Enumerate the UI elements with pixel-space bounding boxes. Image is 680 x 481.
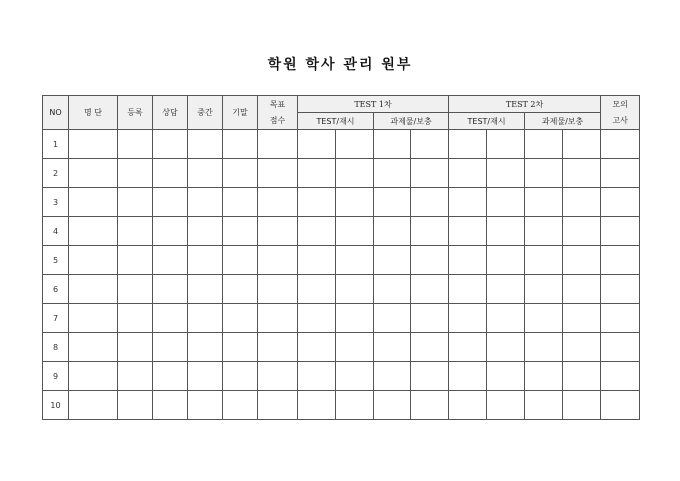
table-cell[interactable] <box>258 275 298 304</box>
header-registration: 등록 <box>118 96 153 130</box>
row-number: 6 <box>43 275 69 304</box>
table-cell[interactable] <box>118 217 153 246</box>
row-number: 9 <box>43 362 69 391</box>
table-cell[interactable] <box>563 333 601 362</box>
table-cell[interactable] <box>411 159 449 188</box>
header-test2: TEST 2차 <box>449 96 601 113</box>
table-cell[interactable] <box>449 188 487 217</box>
table-cell[interactable] <box>563 159 601 188</box>
table-cell[interactable] <box>118 130 153 159</box>
header-target-score: 목표 점수 <box>258 96 298 130</box>
table-cell[interactable] <box>563 130 601 159</box>
table-cell[interactable] <box>374 217 411 246</box>
table-cell[interactable] <box>525 304 563 333</box>
table-cell[interactable] <box>153 304 188 333</box>
table-cell[interactable] <box>118 246 153 275</box>
table-cell[interactable] <box>336 333 374 362</box>
table-cell[interactable] <box>601 362 640 391</box>
table-cell[interactable] <box>411 246 449 275</box>
table-cell[interactable] <box>525 333 563 362</box>
table-row <box>43 333 640 362</box>
table-cell[interactable] <box>298 188 336 217</box>
table-cell[interactable] <box>601 333 640 362</box>
table-cell[interactable] <box>298 217 336 246</box>
table-cell[interactable] <box>69 246 118 275</box>
table-cell[interactable] <box>153 188 188 217</box>
table-cell[interactable] <box>153 391 188 420</box>
table-cell[interactable] <box>374 391 411 420</box>
table-cell[interactable] <box>188 275 223 304</box>
table-row <box>43 246 640 275</box>
table-cell[interactable] <box>449 391 487 420</box>
row-number: 3 <box>43 188 69 217</box>
table-cell[interactable] <box>449 333 487 362</box>
table-cell[interactable] <box>223 362 258 391</box>
table-cell[interactable] <box>69 391 118 420</box>
row-number: 1 <box>43 130 69 159</box>
table-cell[interactable] <box>563 362 601 391</box>
table-cell[interactable] <box>374 130 411 159</box>
table-cell[interactable] <box>601 217 640 246</box>
table-cell[interactable] <box>223 275 258 304</box>
table-cell[interactable] <box>563 246 601 275</box>
table-cell[interactable] <box>118 188 153 217</box>
table-cell[interactable] <box>336 130 374 159</box>
table-cell[interactable] <box>298 159 336 188</box>
table-cell[interactable] <box>449 275 487 304</box>
table-cell[interactable] <box>487 159 525 188</box>
header-no: NO <box>43 96 69 130</box>
table-cell[interactable] <box>336 217 374 246</box>
row-number: 10 <box>43 391 69 420</box>
table-cell[interactable] <box>69 130 118 159</box>
table-cell[interactable] <box>449 246 487 275</box>
row-number: 2 <box>43 159 69 188</box>
table-cell[interactable] <box>336 391 374 420</box>
academic-ledger-table <box>42 95 640 420</box>
table-cell[interactable] <box>188 246 223 275</box>
header-test2-retest: TEST/재시 <box>449 113 525 130</box>
table-cell[interactable] <box>525 217 563 246</box>
table-cell[interactable] <box>298 246 336 275</box>
header-test1-assignment: 과제물/보충 <box>374 113 449 130</box>
table-cell[interactable] <box>118 275 153 304</box>
table-row <box>43 188 640 217</box>
table-cell[interactable] <box>336 275 374 304</box>
table-cell[interactable] <box>374 333 411 362</box>
table-cell[interactable] <box>153 246 188 275</box>
table-cell[interactable] <box>411 275 449 304</box>
table-cell[interactable] <box>374 159 411 188</box>
table-cell[interactable] <box>223 217 258 246</box>
table-cell[interactable] <box>336 304 374 333</box>
table-cell[interactable] <box>223 333 258 362</box>
table-cell[interactable] <box>487 333 525 362</box>
table-cell[interactable] <box>336 362 374 391</box>
table-cell[interactable] <box>153 217 188 246</box>
table-cell[interactable] <box>118 333 153 362</box>
table-cell[interactable] <box>374 188 411 217</box>
table-cell[interactable] <box>258 391 298 420</box>
table-cell[interactable] <box>601 130 640 159</box>
table-cell[interactable] <box>258 217 298 246</box>
table-cell[interactable] <box>601 275 640 304</box>
table-cell[interactable] <box>69 217 118 246</box>
table-cell[interactable] <box>298 275 336 304</box>
table-cell[interactable] <box>69 275 118 304</box>
row-number: 7 <box>43 304 69 333</box>
table-cell[interactable] <box>69 304 118 333</box>
table-cell[interactable] <box>487 130 525 159</box>
table-cell[interactable] <box>188 217 223 246</box>
table-cell[interactable] <box>525 362 563 391</box>
table-cell[interactable] <box>411 130 449 159</box>
table-cell[interactable] <box>487 304 525 333</box>
table-cell[interactable] <box>223 159 258 188</box>
table-cell[interactable] <box>118 304 153 333</box>
table-cell[interactable] <box>411 333 449 362</box>
table-cell[interactable] <box>153 362 188 391</box>
table-row <box>43 159 640 188</box>
table-cell[interactable] <box>188 130 223 159</box>
table-cell[interactable] <box>258 130 298 159</box>
table-row <box>43 217 640 246</box>
table-cell[interactable] <box>153 275 188 304</box>
table-cell[interactable] <box>411 217 449 246</box>
table-cell[interactable] <box>153 130 188 159</box>
table-cell[interactable] <box>298 130 336 159</box>
table-cell[interactable] <box>118 159 153 188</box>
table-cell[interactable] <box>487 391 525 420</box>
table-cell[interactable] <box>298 333 336 362</box>
table-cell[interactable] <box>449 362 487 391</box>
header-counseling: 상담 <box>153 96 188 130</box>
table-cell[interactable] <box>298 362 336 391</box>
table-cell[interactable] <box>69 188 118 217</box>
table-cell[interactable] <box>153 333 188 362</box>
table-cell[interactable] <box>449 159 487 188</box>
table-row <box>43 391 640 420</box>
header-test1: TEST 1차 <box>298 96 449 113</box>
table-cell[interactable] <box>601 188 640 217</box>
table-cell[interactable] <box>336 246 374 275</box>
table-cell[interactable] <box>525 275 563 304</box>
table-cell[interactable] <box>188 362 223 391</box>
table-cell[interactable] <box>374 275 411 304</box>
table-cell[interactable] <box>258 246 298 275</box>
table-cell[interactable] <box>449 130 487 159</box>
table-cell[interactable] <box>69 333 118 362</box>
table-cell[interactable] <box>487 188 525 217</box>
table-cell[interactable] <box>601 246 640 275</box>
table-cell[interactable] <box>563 188 601 217</box>
row-number: 5 <box>43 246 69 275</box>
table-cell[interactable] <box>374 304 411 333</box>
table-row <box>43 130 640 159</box>
table-cell[interactable] <box>188 188 223 217</box>
table-cell[interactable] <box>525 391 563 420</box>
table-cell[interactable] <box>258 188 298 217</box>
header-name: 명 단 <box>69 96 118 130</box>
table-cell[interactable] <box>223 246 258 275</box>
table-cell[interactable] <box>449 304 487 333</box>
table-cell[interactable] <box>153 159 188 188</box>
table-cell[interactable] <box>563 391 601 420</box>
table-cell[interactable] <box>223 188 258 217</box>
table-cell[interactable] <box>118 391 153 420</box>
ledger-body <box>43 130 640 420</box>
table-cell[interactable] <box>525 246 563 275</box>
table-cell[interactable] <box>525 130 563 159</box>
table-cell[interactable] <box>601 159 640 188</box>
header-midterm: 중간 <box>188 96 223 130</box>
table-cell[interactable] <box>411 362 449 391</box>
header-test2-assignment: 과제물/보충 <box>525 113 601 130</box>
table-cell[interactable] <box>258 159 298 188</box>
table-cell[interactable] <box>69 362 118 391</box>
table-cell[interactable] <box>525 159 563 188</box>
table-cell[interactable] <box>487 217 525 246</box>
table-cell[interactable] <box>188 304 223 333</box>
table-cell[interactable] <box>188 333 223 362</box>
table-cell[interactable] <box>563 217 601 246</box>
table-cell[interactable] <box>411 391 449 420</box>
table-cell[interactable] <box>258 362 298 391</box>
table-cell[interactable] <box>188 391 223 420</box>
table-cell[interactable] <box>525 188 563 217</box>
table-cell[interactable] <box>258 333 298 362</box>
table-cell[interactable] <box>223 130 258 159</box>
document-title: 학원 학사 관리 원부 <box>267 57 413 73</box>
table-cell[interactable] <box>258 304 298 333</box>
table-cell[interactable] <box>411 304 449 333</box>
table-cell[interactable] <box>223 391 258 420</box>
row-number: 4 <box>43 217 69 246</box>
table-row <box>43 304 640 333</box>
table-row <box>43 362 640 391</box>
table-cell[interactable] <box>487 246 525 275</box>
table-cell[interactable] <box>118 362 153 391</box>
header-mock-exam: 모의 고사 <box>601 96 640 130</box>
table-cell[interactable] <box>336 159 374 188</box>
table-cell[interactable] <box>336 188 374 217</box>
table-cell[interactable] <box>411 188 449 217</box>
table-cell[interactable] <box>563 304 601 333</box>
table-cell[interactable] <box>601 391 640 420</box>
table-cell[interactable] <box>298 304 336 333</box>
table-cell[interactable] <box>563 275 601 304</box>
table-row <box>43 275 640 304</box>
table-cell[interactable] <box>449 217 487 246</box>
table-cell[interactable] <box>374 362 411 391</box>
table-cell[interactable] <box>223 304 258 333</box>
header-test1-retest: TEST/재시 <box>298 113 374 130</box>
header-final: 기말 <box>223 96 258 130</box>
row-number: 8 <box>43 333 69 362</box>
table-cell[interactable] <box>69 159 118 188</box>
table-cell[interactable] <box>374 246 411 275</box>
table-cell[interactable] <box>487 275 525 304</box>
table-cell[interactable] <box>487 362 525 391</box>
table-cell[interactable] <box>188 159 223 188</box>
table-cell[interactable] <box>601 304 640 333</box>
table-cell[interactable] <box>298 391 336 420</box>
